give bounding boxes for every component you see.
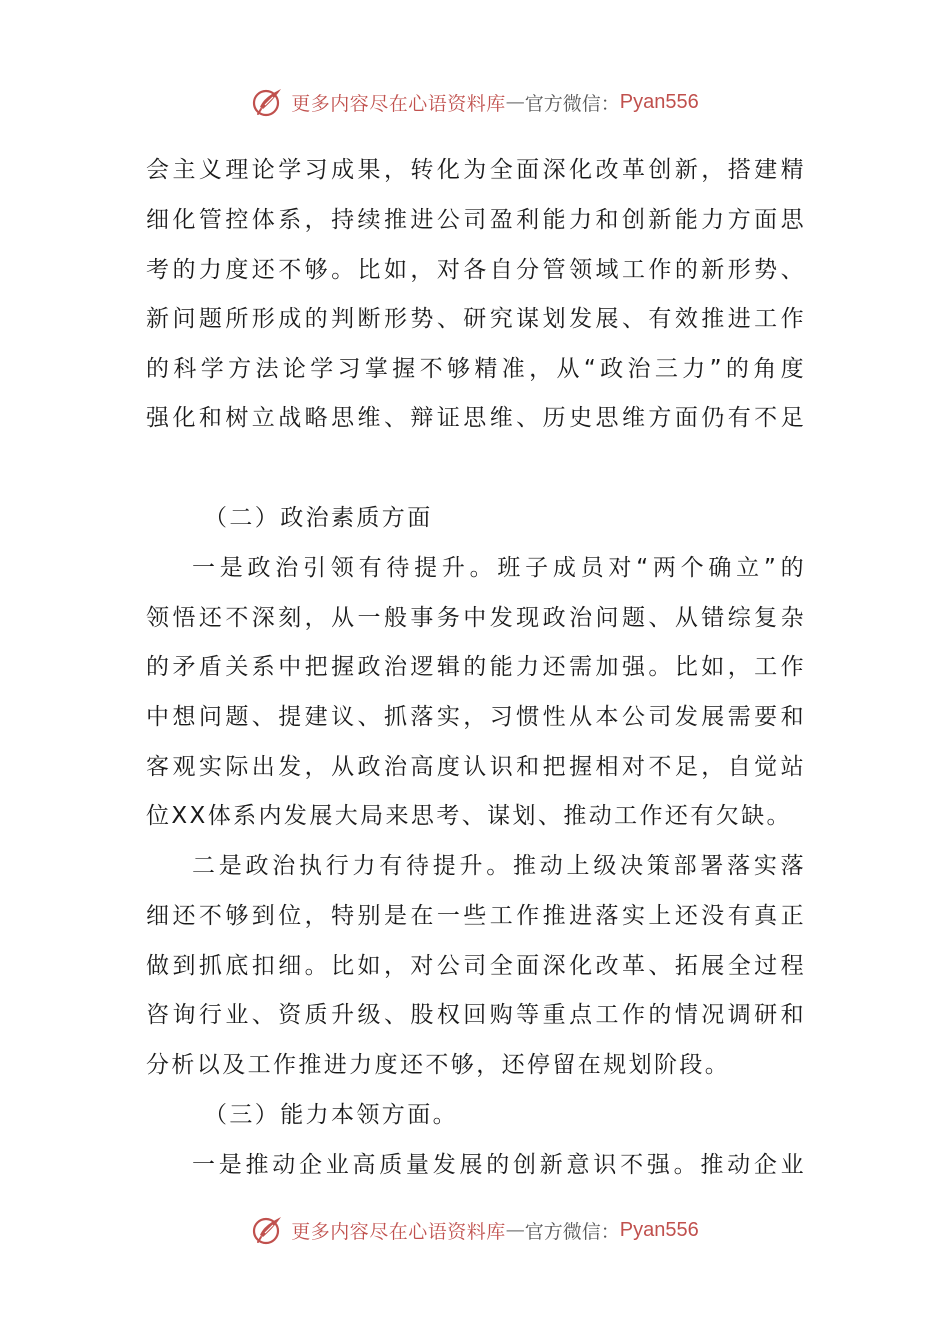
header-banner	[0, 82, 950, 122]
paragraph-line: 的科学方法论学习掌握不够精准，从“政治三力”的角度	[146, 356, 806, 382]
banner-slogan: 更多内容尽在心语资料库	[291, 92, 506, 115]
banner-separator: —	[505, 1219, 525, 1241]
paragraph-line: 领悟还不深刻，从一般事务中发现政治问题、从错综复杂	[146, 605, 806, 631]
paragraph-line: 客观实际出发，从政治高度认识和把握相对不足，自觉站	[146, 754, 806, 780]
banner-wechat-id: Pyan556	[619, 90, 699, 113]
paragraph-line: 会主义理论学习成果，转化为全面深化改革创新，搭建精	[146, 157, 806, 183]
banner-wechat-label: 官方微信：	[524, 1220, 620, 1243]
banner-slogan: 更多内容尽在心语资料库	[291, 1220, 506, 1243]
quill-logo-icon	[251, 1213, 285, 1247]
quill-logo-icon	[251, 85, 285, 119]
paragraph-line: 一是政治引领有待提升。班子成员对“两个确立”的	[192, 555, 806, 581]
paragraph-line: 强化和树立战略思维、辩证思维、历史思维方面仍有不足	[146, 405, 806, 431]
section-heading-ability: （三）能力本领方面。	[204, 1102, 458, 1128]
banner-wechat-label: 官方微信：	[524, 92, 620, 115]
paragraph-line: 细还不够到位，特别是在一些工作推进落实上还没有真正	[146, 903, 806, 929]
paragraph-line: 的矛盾关系中把握政治逻辑的能力还需加强。比如，工作	[146, 654, 806, 680]
paragraph-line: 咨询行业、资质升级、股权回购等重点工作的情况调研和	[146, 1002, 806, 1028]
paragraph-line: 新问题所形成的判断形势、研究谋划发展、有效推进工作	[146, 306, 806, 332]
section-heading-political-quality: （二）政治素质方面	[204, 505, 433, 531]
paragraph-line: 中想问题、提建议、抓落实，习惯性从本公司发展需要和	[146, 704, 806, 730]
paragraph-line: 考的力度还不够。比如，对各自分管领域工作的新形势、	[146, 257, 806, 283]
paragraph-line: 一是推动企业高质量发展的创新意识不强。推动企业	[192, 1152, 806, 1178]
banner-separator: —	[505, 91, 525, 113]
paragraph-line: 位XX体系内发展大局来思考、谋划、推动工作还有欠缺。	[146, 803, 792, 829]
paragraph-line: 做到抓底扣细。比如，对公司全面深化改革、拓展全过程	[146, 953, 806, 979]
paragraph-line: 二是政治执行力有待提升。推动上级决策部署落实落	[192, 853, 806, 879]
paragraph-line: 细化管控体系，持续推进公司盈利能力和创新能力方面思	[146, 207, 806, 233]
footer-banner	[0, 1210, 950, 1250]
paragraph-line: 分析以及工作推进力度还不够，还停留在规划阶段。	[146, 1052, 731, 1078]
banner-wechat-id: Pyan556	[619, 1218, 699, 1241]
